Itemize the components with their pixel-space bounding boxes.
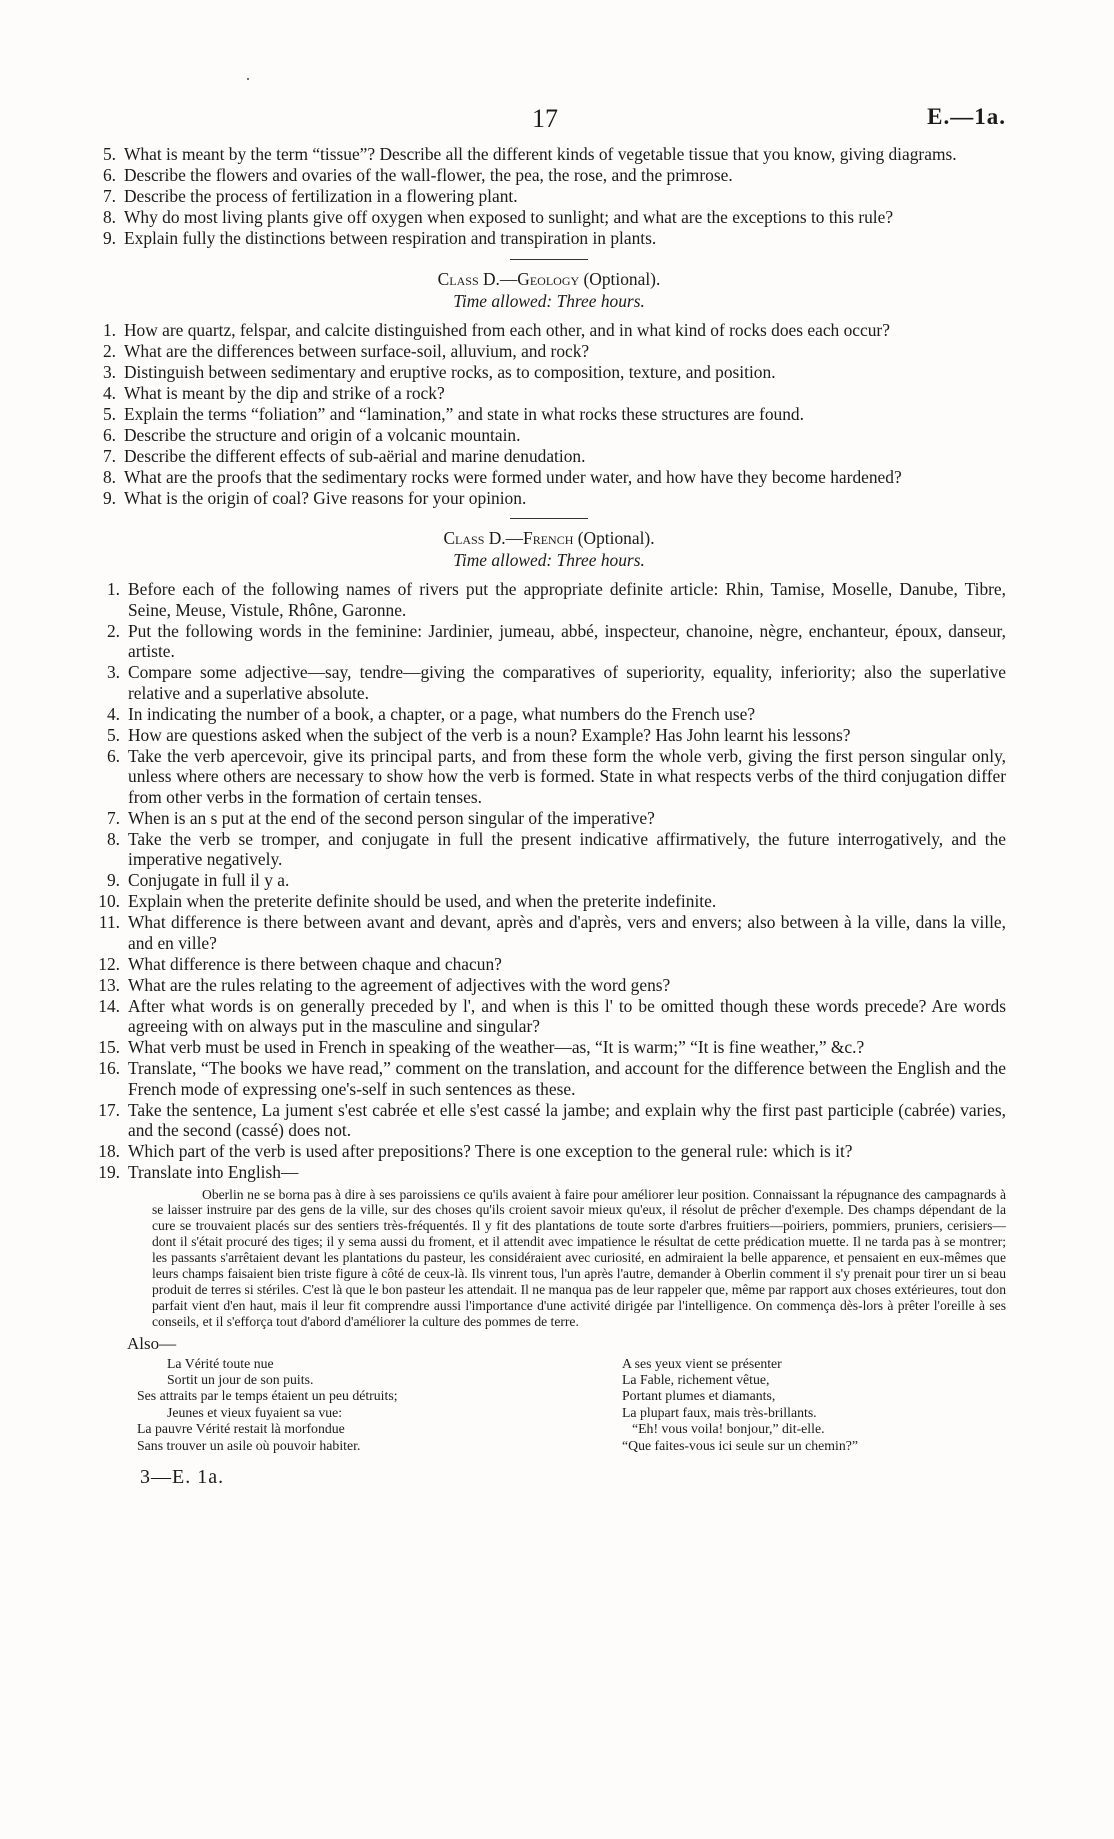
- question-number: 10.: [98, 891, 120, 911]
- question-item: [92, 704, 1006, 725]
- section-divider: [510, 259, 588, 260]
- question-number: 16.: [98, 1058, 120, 1078]
- question-item: [92, 725, 1006, 746]
- question-text: Put the following words in the feminine: Jardinier, jumeau, abbé, inspecteur, chanoine, nègre, enchanteur, époux, danseur, artiste.: [128, 620, 1006, 661]
- question-number: 18.: [98, 1141, 120, 1161]
- question-text: Take the verb se tromper, and conjugate in full the present indicative affirmatively, the future interrogatively, and the imperative negatively.: [128, 828, 1006, 869]
- question-number: 6.: [106, 745, 120, 766]
- question-item: [92, 1100, 1006, 1141]
- geology-section-heading: Class D.—Geology (Optional).: [437, 268, 661, 289]
- subject-name: French: [523, 528, 574, 548]
- poem-line: Sortit un jour de son puits.: [167, 1372, 314, 1388]
- question-number: 3.: [106, 662, 120, 682]
- question-text: Conjugate in full il y a.: [128, 870, 290, 890]
- question-number: 1.: [102, 319, 116, 340]
- question-item: [92, 144, 1006, 165]
- question-item: [92, 870, 1006, 891]
- question-number: 8.: [102, 207, 116, 227]
- question-text: What are the proofs that the sedimentary rocks were formed under water, and how have they become hardened?: [124, 466, 902, 487]
- question-text: What difference is there between chaque and chacun?: [128, 953, 502, 974]
- question-item: [92, 1162, 1006, 1183]
- question-number: 5.: [102, 144, 116, 164]
- question-text: Explain the terms “foliation” and “lamination,” and state in what rocks these structures are found.: [124, 403, 804, 424]
- poem-line: Sans trouver un asile où pouvoir habiter.: [137, 1437, 361, 1453]
- question-number: 7.: [106, 807, 120, 828]
- question-item: [92, 954, 1006, 975]
- subject-name: Geology: [517, 268, 580, 289]
- optional-label: (Optional).: [583, 268, 661, 289]
- question-number: 8.: [106, 828, 120, 849]
- question-text: Why do most living plants give off oxygen when exposed to sunlight; and what are the exceptions to this rule?: [124, 207, 894, 227]
- section-divider: [510, 518, 588, 519]
- question-number: 2.: [102, 340, 116, 361]
- question-number: 3.: [102, 361, 116, 382]
- question-text: Distinguish between sedimentary and eruptive rocks, as to composition, texture, and position.: [124, 361, 776, 382]
- question-text: Explain when the preterite definite should be used, and when the preterite indefinite.: [128, 891, 717, 911]
- question-item: [92, 320, 1006, 341]
- document-reference: E.—1a.: [927, 104, 1006, 129]
- poem-block: [92, 1356, 1006, 1466]
- question-item: [92, 425, 1006, 446]
- question-text: After what words is on generally preceded by l', and when is this l' to be omitted though these words precede? Are words agreeing with on always put in the masculine and singular?: [128, 995, 1006, 1036]
- poem-left-column: [137, 1356, 517, 1454]
- question-text: Translate, “The books we have read,” comment on the translation, and account for the difference between the English and the French mode of expressing one's-self in such sentences as these.: [128, 1058, 1006, 1099]
- question-item: [92, 975, 1006, 996]
- french-section-heading: Class D.—French (Optional).: [443, 528, 655, 548]
- poem-line: La Vérité toute nue: [167, 1355, 274, 1371]
- footer-signature: 3—E. 1a.: [140, 1465, 225, 1488]
- question-text: Describe the process of fertilization in a flowering plant.: [124, 186, 518, 206]
- question-item: [92, 746, 1006, 808]
- question-item: [92, 1037, 1006, 1058]
- question-item: [92, 891, 1006, 912]
- question-text: Which part of the verb is used after prepositions? There is one exception to the general rule: which is it?: [128, 1141, 853, 1161]
- optional-label: (Optional).: [577, 528, 655, 548]
- question-number: 13.: [98, 974, 120, 995]
- question-number: 17.: [98, 1099, 120, 1120]
- question-number: 4.: [102, 382, 116, 403]
- question-number: 8.: [102, 466, 116, 487]
- question-text: What are the differences between surface-soil, alluvium, and rock?: [124, 340, 590, 361]
- question-number: 4.: [106, 703, 120, 724]
- page-header: [92, 104, 1006, 144]
- poem-line: La plupart faux, mais très-brillants.: [622, 1404, 817, 1420]
- poem-line: A ses yeux vient se présenter: [622, 1355, 782, 1371]
- question-item: [92, 446, 1006, 467]
- question-text: Take the sentence, La jument s'est cabrée et elle s'est cassé la jambe; and explain why the first past participle (cabrée) varies, and the second (cassé) does not.: [128, 1099, 1006, 1140]
- question-text: Compare some adjective—say, tendre—giving the comparatives of superiority, equality, inferiority; also the superlative relative and a superlative absolute.: [128, 662, 1006, 703]
- question-item: [92, 829, 1006, 870]
- poem-line: “Que faites-vous ici seule sur un chemin?”: [622, 1437, 858, 1453]
- question-item: [92, 808, 1006, 829]
- french-time-allowed: Time allowed: Three hours.: [453, 550, 645, 570]
- question-item: [92, 662, 1006, 703]
- question-item: [92, 404, 1006, 425]
- question-text: What difference is there between avant and devant, après and d'après, vers and envers; also between à la ville, dans la ville, and en ville?: [128, 912, 1006, 953]
- question-item: [92, 228, 1006, 249]
- question-number: 1.: [106, 579, 120, 599]
- poem-line: “Eh! vous voila! bonjour,” dit-elle.: [632, 1421, 825, 1437]
- question-number: 9.: [106, 870, 120, 890]
- question-text: Describe the different effects of sub-aërial and marine denudation.: [124, 445, 586, 466]
- geology-question-list: [92, 320, 1006, 509]
- question-item: [92, 207, 1006, 228]
- question-text: In indicating the number of a book, a chapter, or a page, what numbers do the French use?: [128, 703, 756, 724]
- question-item: [92, 912, 1006, 953]
- question-number: 2.: [106, 620, 120, 641]
- question-text: How are questions asked when the subject of the verb is a noun? Example? Has John learnt his lessons?: [128, 724, 851, 745]
- poem-line: Jeunes et vieux fuyaient sa vue:: [167, 1404, 343, 1420]
- question-item: [92, 488, 1006, 509]
- page-number: 17: [532, 104, 558, 133]
- question-item: [92, 362, 1006, 383]
- question-item: [92, 165, 1006, 186]
- class-label: Class D.: [443, 528, 506, 548]
- question-number: 15.: [98, 1037, 120, 1057]
- translation-passage: Oberlin ne se borna pas à dire à ses paroissiens ce qu'ils avaient à faire pour améliorer leur position. Connaissant la répugnance des campagnards à se laisser instruire par des gens de la ville, sur des choses qu'ils croient savoir mieux qu'eux, il résolut de prêcher d'exemple. Des champs dépendant de la cure se trouvaient placés sur des sentiers très-fréquentés. Il y fit des plantations de toute sorte d'arbres fruitiers—poiriers, pommiers, pruniers, cerisiers—dont il s'était procuré des tiges; il y sema aussi du froment, et il attendit avec impatience le résultat de cette prédication muette. Il ne tarda pas à se montrer; les passants s'arrêtaient devant les plantations du pasteur, les considéraient avec curiosité, en admiraient la belle apparence, et pensaient en eux-mêmes que leurs champs faisaient bien triste figure à côté de ceux-là. Ils vinrent tous, l'un après l'autre, demander à Oberlin comment il s'y prenait pour tirer un si beau produit de terres si stériles. C'est là que le bon pasteur les attendait. Il ne manqua pas de leur rappeler que, même par rapport aux choses extérieures, tout don parfait vient d'en haut, mais il leur fit comprendre aussi l'importance d'une activité dirigée par l'intelligence. On commença dès-lors à prêter l'oreille à ses conseils, et il s'efforça tout d'abord d'améliorer la culture des pommes de terre.: [152, 1186, 1006, 1329]
- poem-line: La pauvre Vérité restait là morfondue: [137, 1421, 345, 1437]
- question-text: How are quartz, felspar, and calcite distinguished from each other, and in what kind of rocks does each occur?: [124, 319, 890, 340]
- question-text: What verb must be used in French in speaking of the weather—as, “It is warm;” “It is fine weather,” &c.?: [128, 1037, 865, 1057]
- question-number: 6.: [102, 165, 116, 185]
- question-item: [92, 621, 1006, 662]
- document-page: [92, 104, 1006, 1489]
- poem-line: Portant plumes et diamants,: [622, 1388, 776, 1404]
- biology-question-list: [92, 144, 1006, 249]
- question-item: [92, 383, 1006, 404]
- question-number: 11.: [98, 912, 120, 932]
- also-label: Also—: [127, 1333, 177, 1353]
- question-number: 12.: [98, 953, 120, 974]
- question-text: Describe the flowers and ovaries of the wall-flower, the pea, the rose, and the primrose.: [124, 165, 733, 185]
- question-number: 5.: [106, 724, 120, 745]
- question-text: What is meant by the term “tissue”? Describe all the different kinds of vegetable tissue that you know, giving diagrams.: [124, 144, 957, 164]
- question-item: [92, 467, 1006, 488]
- question-number: 19.: [98, 1162, 120, 1182]
- class-label: Class D.: [437, 268, 500, 289]
- question-item: [92, 186, 1006, 207]
- poem-right-column: [592, 1356, 972, 1454]
- question-text: What are the rules relating to the agreement of adjectives with the word gens?: [128, 974, 671, 995]
- question-number: 9.: [102, 228, 116, 248]
- question-number: 7.: [102, 186, 116, 206]
- question-item: [92, 1058, 1006, 1099]
- french-question-list: [92, 579, 1006, 1183]
- question-text: Explain fully the distinctions between respiration and transpiration in plants.: [124, 228, 657, 248]
- question-text: Take the verb apercevoir, give its principal parts, and from these form the whole verb, giving the first person singular only, unless where others are necessary to show how the verb is formed. State in what respects verbs of the third conjugation differ from other verbs in the formation of certain tenses.: [128, 745, 1006, 807]
- question-item: [92, 1141, 1006, 1162]
- question-text: When is an s put at the end of the second person singular of the imperative?: [128, 807, 655, 828]
- question-text: Before each of the following names of rivers put the appropriate definite article: Rhin, Tamise, Moselle, Danube, Tibre, Seine, Meuse, Vistule, Rhône, Garonne.: [128, 579, 1006, 620]
- poem-line: Ses attraits par le temps étaient un peu détruits;: [137, 1388, 398, 1404]
- question-text: Describe the structure and origin of a volcanic mountain.: [124, 424, 521, 445]
- geology-time-allowed: Time allowed: Three hours.: [453, 290, 645, 311]
- question-item: [92, 579, 1006, 620]
- question-text: Translate into English—: [128, 1162, 299, 1182]
- question-number: 9.: [102, 487, 116, 508]
- question-number: 7.: [102, 445, 116, 466]
- question-number: 6.: [102, 424, 116, 445]
- question-number: 14.: [98, 995, 120, 1016]
- question-item: [92, 996, 1006, 1037]
- poem-line: La Fable, richement vêtue,: [622, 1372, 770, 1388]
- question-text: What is the origin of coal? Give reasons for your opinion.: [124, 487, 527, 508]
- question-text: What is meant by the dip and strike of a rock?: [124, 382, 445, 403]
- question-item: [92, 341, 1006, 362]
- question-number: 5.: [102, 403, 116, 424]
